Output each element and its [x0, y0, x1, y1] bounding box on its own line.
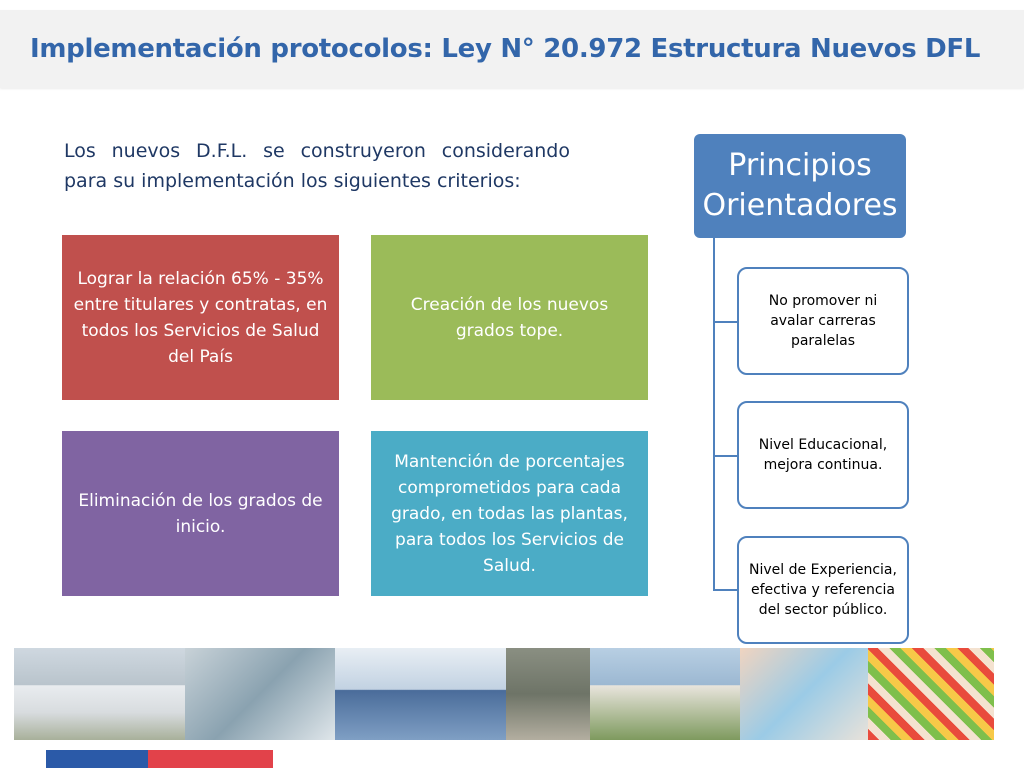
medicine-pills-photo — [868, 648, 994, 740]
hospital-ward-photo — [185, 648, 335, 740]
criterion-tile-percentages: Mantención de porcentajes comprometidos para cada grado, en todas las plantas, para todos los Servicios de Salud. — [371, 431, 648, 596]
hierarchy-connector-3 — [713, 589, 737, 591]
principle-item-education: Nivel Educacional, mejora continua. — [737, 401, 909, 509]
elderly-couple-photo — [506, 648, 590, 740]
title-bar — [0, 10, 1024, 88]
criterion-tile-start-grades: Eliminación de los grados de inicio. — [62, 431, 339, 596]
health-center-photo — [335, 648, 506, 740]
hierarchy-connector-2 — [713, 455, 737, 457]
principles-header: Principios Orientadores — [694, 134, 906, 238]
nurse-baby-photo — [740, 648, 868, 740]
hierarchy-connector-1 — [713, 321, 737, 323]
hierarchy-connector-vertical — [713, 238, 715, 590]
rural-clinic-photo — [590, 648, 740, 740]
criterion-tile-top-grades: Creación de los nuevos grados tope. — [371, 235, 648, 400]
flag-stripe-blue — [46, 750, 148, 768]
hospital-building-photo — [14, 648, 185, 740]
principle-item-experience: Nivel de Experiencia, efectiva y referencia del sector público. — [737, 536, 909, 644]
slide-title: Implementación protocolos: Ley N° 20.972 Estructura Nuevos DFL — [30, 34, 981, 64]
principle-item-careers: No promover ni avalar carreras paralelas — [737, 267, 909, 375]
intro-text: Los nuevos D.F.L. se construyeron considerando para su implementación los siguientes criterios: — [64, 140, 570, 192]
flag-stripe-red — [148, 750, 273, 768]
criterion-tile-ratio: Lograr la relación 65% - 35% entre titulares y contratas, en todos los Servicios de Salud del País — [62, 235, 339, 400]
photo-strip — [14, 648, 994, 740]
